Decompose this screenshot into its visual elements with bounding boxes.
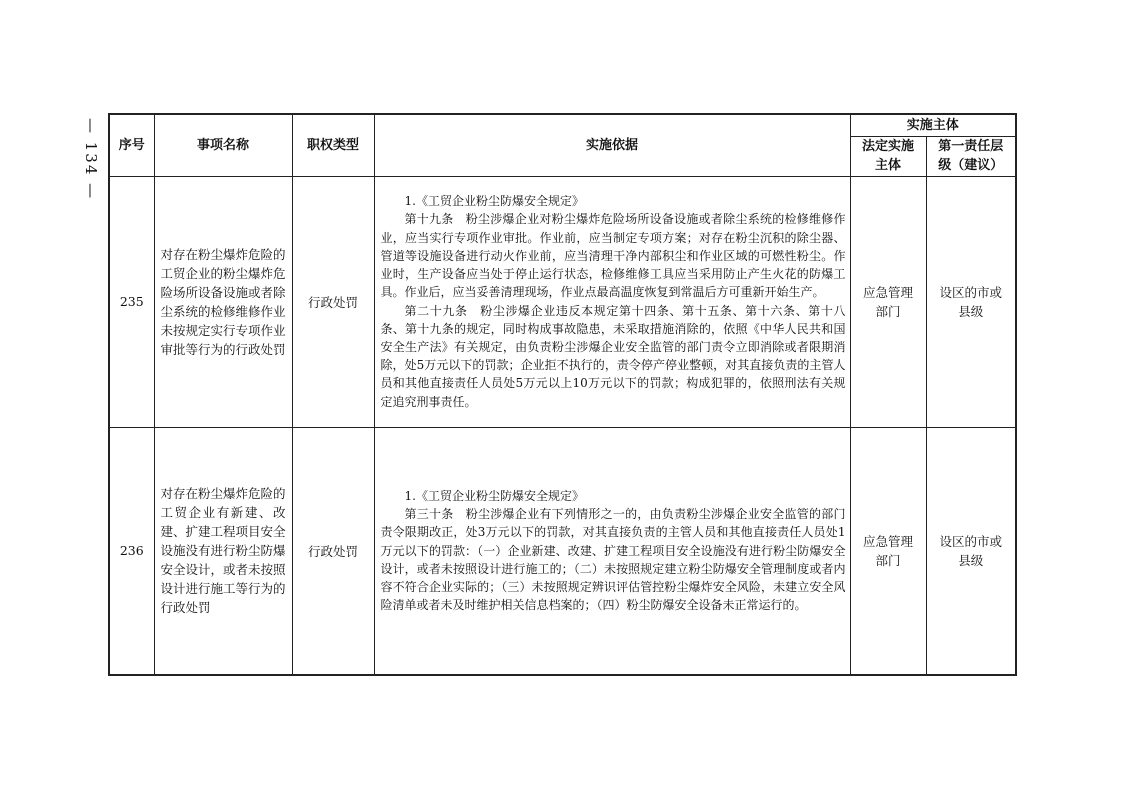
basis-article: 第十九条 粉尘涉爆企业对粉尘爆炸危险场所设备设施或者除尘系统的检修维修作业，应当实行专项作业审批。作业前，应当制定专项方案；对存在粉尘沉积的除尘器、管道等设施设备进行动火作业前，应当清理干净内部积尘和作业区域的可燃性粉尘。作业时，生产设备应当处于停止运行状态，检修维修工具应当采用防止产生火花的防爆工具。作业后，应当妥善清理现场，作业点最高温度恢复到常温后方可重新开始生产。 [380,212,846,300]
enforcement-table [108,113,1017,676]
basis-title: 1.《工贸企业粉尘防爆安全规定》 [404,194,584,209]
row-item-name: 对存在粉尘爆炸危险的工贸企业的粉尘爆炸危险场所设备设施或者除尘系统的检修维修作业未按规定实行专项作业审批等行为的行政处罚 [154,176,292,427]
row-level [926,176,1016,427]
row-seq: 236 [109,427,154,675]
level-text: 设区的市或县级 [939,284,1003,319]
header-subject: 实施主体 [850,114,1016,136]
page-number: — 134 — [82,118,100,201]
header-basis: 实施依据 [374,114,850,176]
header-type: 职权类型 [292,114,374,176]
row-level [926,427,1016,675]
table-row [109,176,1016,427]
level-text: 设区的市或县级 [939,533,1003,568]
row-power-type: 行政处罚 [292,176,374,427]
basis-article: 第二十九条 粉尘涉爆企业违反本规定第十四条、第十五条、第十六条、第十八条、第十九条的规定，同时构成事故隐患，未采取措施消除的，依照《中华人民共和国安全生产法》有关规定，由负责粉尘涉爆企业安全监管的部门责令立即消除或者限期消除，处5万元以下的罚款；企业拒不执行的，责令停产停业整顿，对其直接负责的主管人员和其他直接责任人员处5万元以上10万元以下的罚款；构成犯罪的，依照刑法有关规定追究刑事责任。 [380,303,846,409]
row-basis [374,427,850,675]
row-basis [374,176,850,427]
row-legal-subject [850,176,926,427]
row-legal-subject [850,427,926,675]
dept-text: 应急管理部门 [862,533,913,568]
row-power-type: 行政处罚 [292,427,374,675]
header-legal-subject: 法定实施主体 [850,136,926,176]
header-level: 第一责任层级（建议） [926,136,1016,176]
basis-article: 第三十条 粉尘涉爆企业有下列情形之一的，由负责粉尘涉爆企业安全监管的部门责令限期改正，处3万元以下的罚款，对其直接负责的主管人员和其他直接责任人员处1万元以下的罚款：（一）企业新建、改建、扩建工程项目安全设施没有进行粉尘防爆安全设计，或者未按照设计进行施工的；（二）未按照规定建立粉尘防爆安全管理制度或者内容不符合企业实际的；（三）未按照规定辨识评估管控粉尘爆炸安全风险，未建立安全风险清单或者未及时维护相关信息档案的；（四）粉尘防爆安全设备未正常运行的。 [380,507,846,613]
dept-text: 应急管理部门 [862,284,913,319]
table-row [109,427,1016,675]
row-seq: 235 [109,176,154,427]
row-item-name: 对存在粉尘爆炸危险的工贸企业有新建、改建、扩建工程项目安全设施没有进行粉尘防爆安全设计，或者未按照设计进行施工等行为的行政处罚 [154,427,292,675]
header-name: 事项名称 [154,114,292,176]
header-seq: 序号 [109,114,154,176]
basis-title: 1.《工贸企业粉尘防爆安全规定》 [404,489,584,504]
